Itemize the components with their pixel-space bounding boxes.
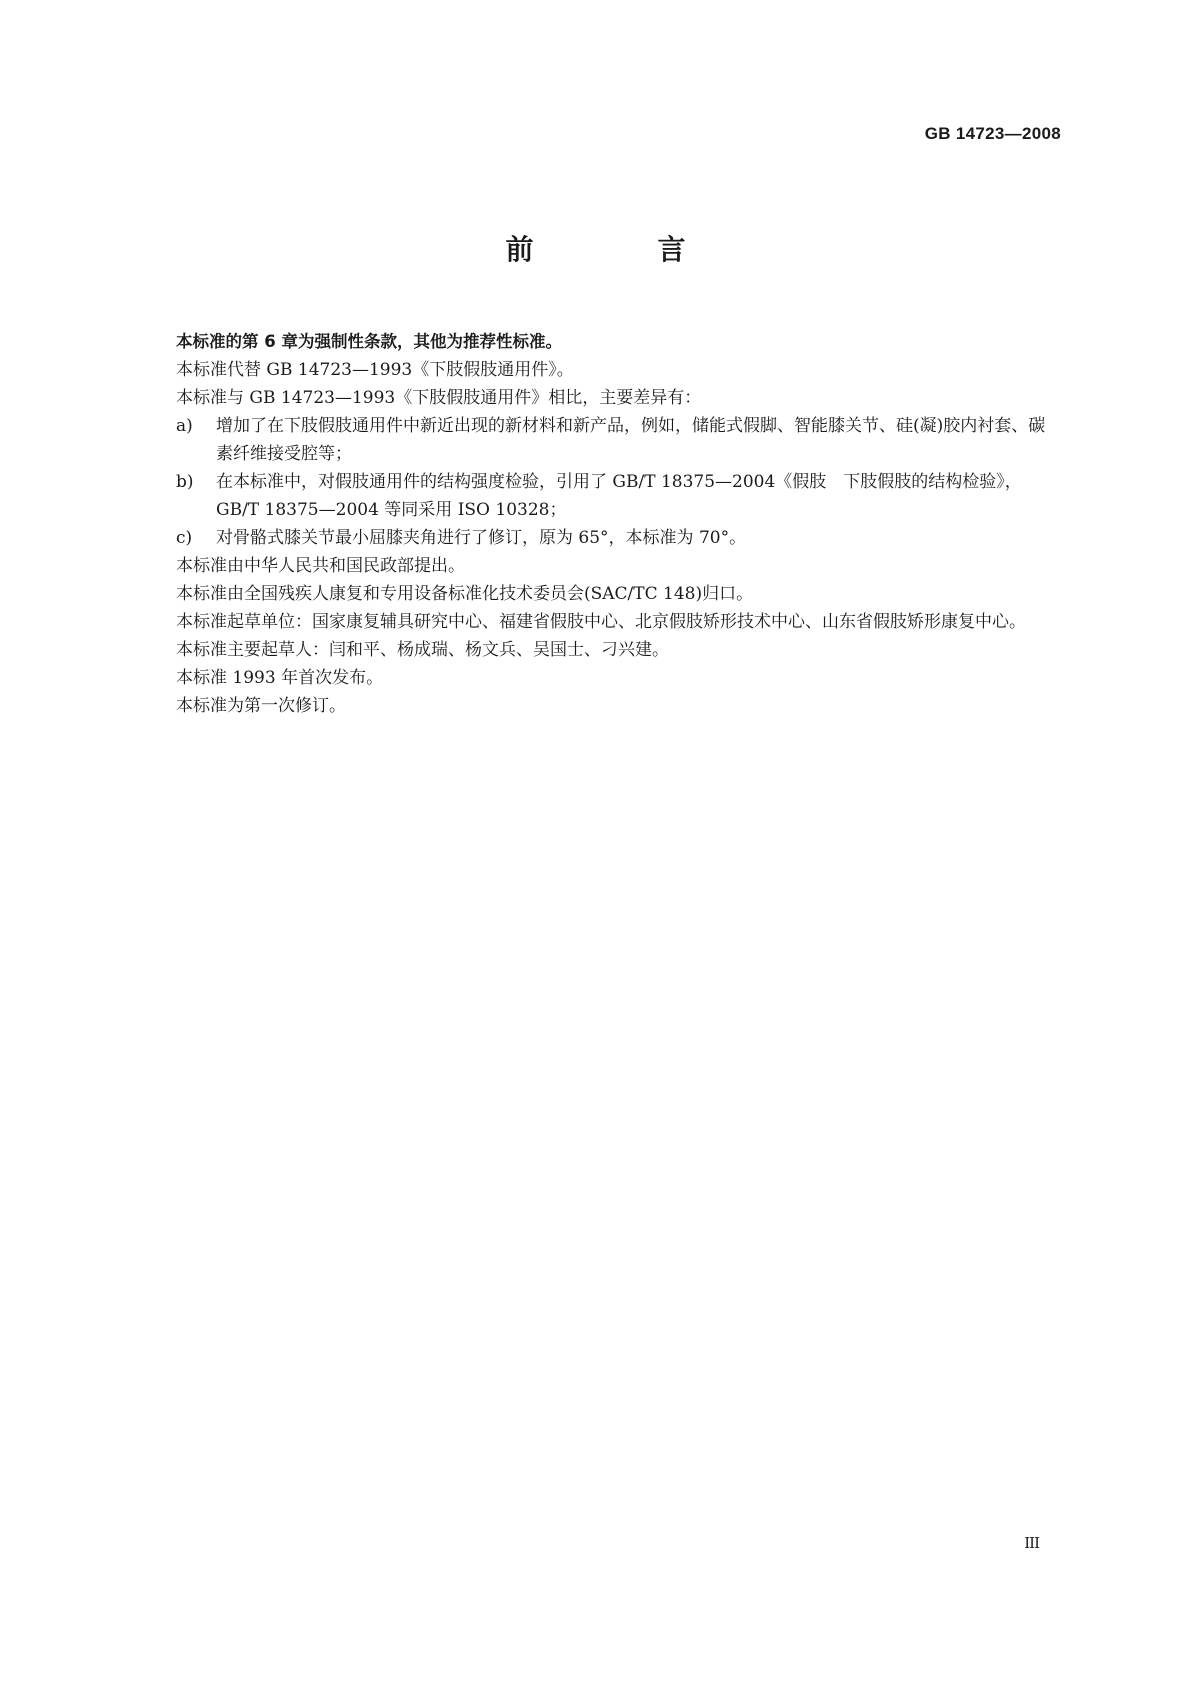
list-item-text: 对骨骼式膝关节最小屈膝夹角进行了修订，原为 65°，本标准为 70°。 [216,528,747,548]
difference-item-b [136,468,1056,524]
difference-item-c [136,524,1056,552]
proposer-paragraph: 本标准由中华人民共和国民政部提出。 [176,556,465,576]
foreword-body [136,328,1056,720]
centralized-management-paragraph: 本标准由全国残疾人康复和专用设备标准化技术委员会(SAC/TC 148)归口。 [176,584,754,604]
drafters-paragraph: 本标准主要起草人：闫和平、杨成瑞、杨文兵、吴国士、刁兴建。 [176,640,669,660]
page-number: III [1024,1534,1039,1552]
list-item-text: 在本标准中，对假肢通用件的结构强度检验，引用了 GB/T 18375—2004《假肢 下肢假肢的结构检验》，GB/T 18375—2004 等同采用 ISO 10328； [216,472,1022,520]
mandatory-clause-paragraph: 本标准的第 6 章为强制性条款，其他为推荐性标准。 [176,332,562,351]
list-marker: b) [176,472,194,492]
list-marker: a) [176,416,193,436]
first-release-paragraph: 本标准 1993 年首次发布。 [176,668,384,688]
revision-paragraph: 本标准为第一次修订。 [176,696,346,716]
difference-item-a [136,412,1056,468]
replacement-paragraph: 本标准代替 GB 14723—1993《下肢假肢通用件》。 [176,360,574,380]
standard-code: GB 14723—2008 [924,124,1061,143]
page-title: 前 言 [505,233,734,266]
comparison-paragraph: 本标准与 GB 14723—1993《下肢假肢通用件》相比，主要差异有： [176,388,702,408]
list-marker: c) [176,528,193,548]
list-item-text: 增加了在下肢假肢通用件中新近出现的新材料和新产品，例如，储能式假脚、智能膝关节、硅(凝)胶内衬套、碳素纤维接受腔等； [216,416,1046,464]
drafting-units-paragraph: 本标准起草单位：国家康复辅具研究中心、福建省假肢中心、北京假肢矫形技术中心、山东省假肢矫形康复中心。 [176,612,1026,632]
